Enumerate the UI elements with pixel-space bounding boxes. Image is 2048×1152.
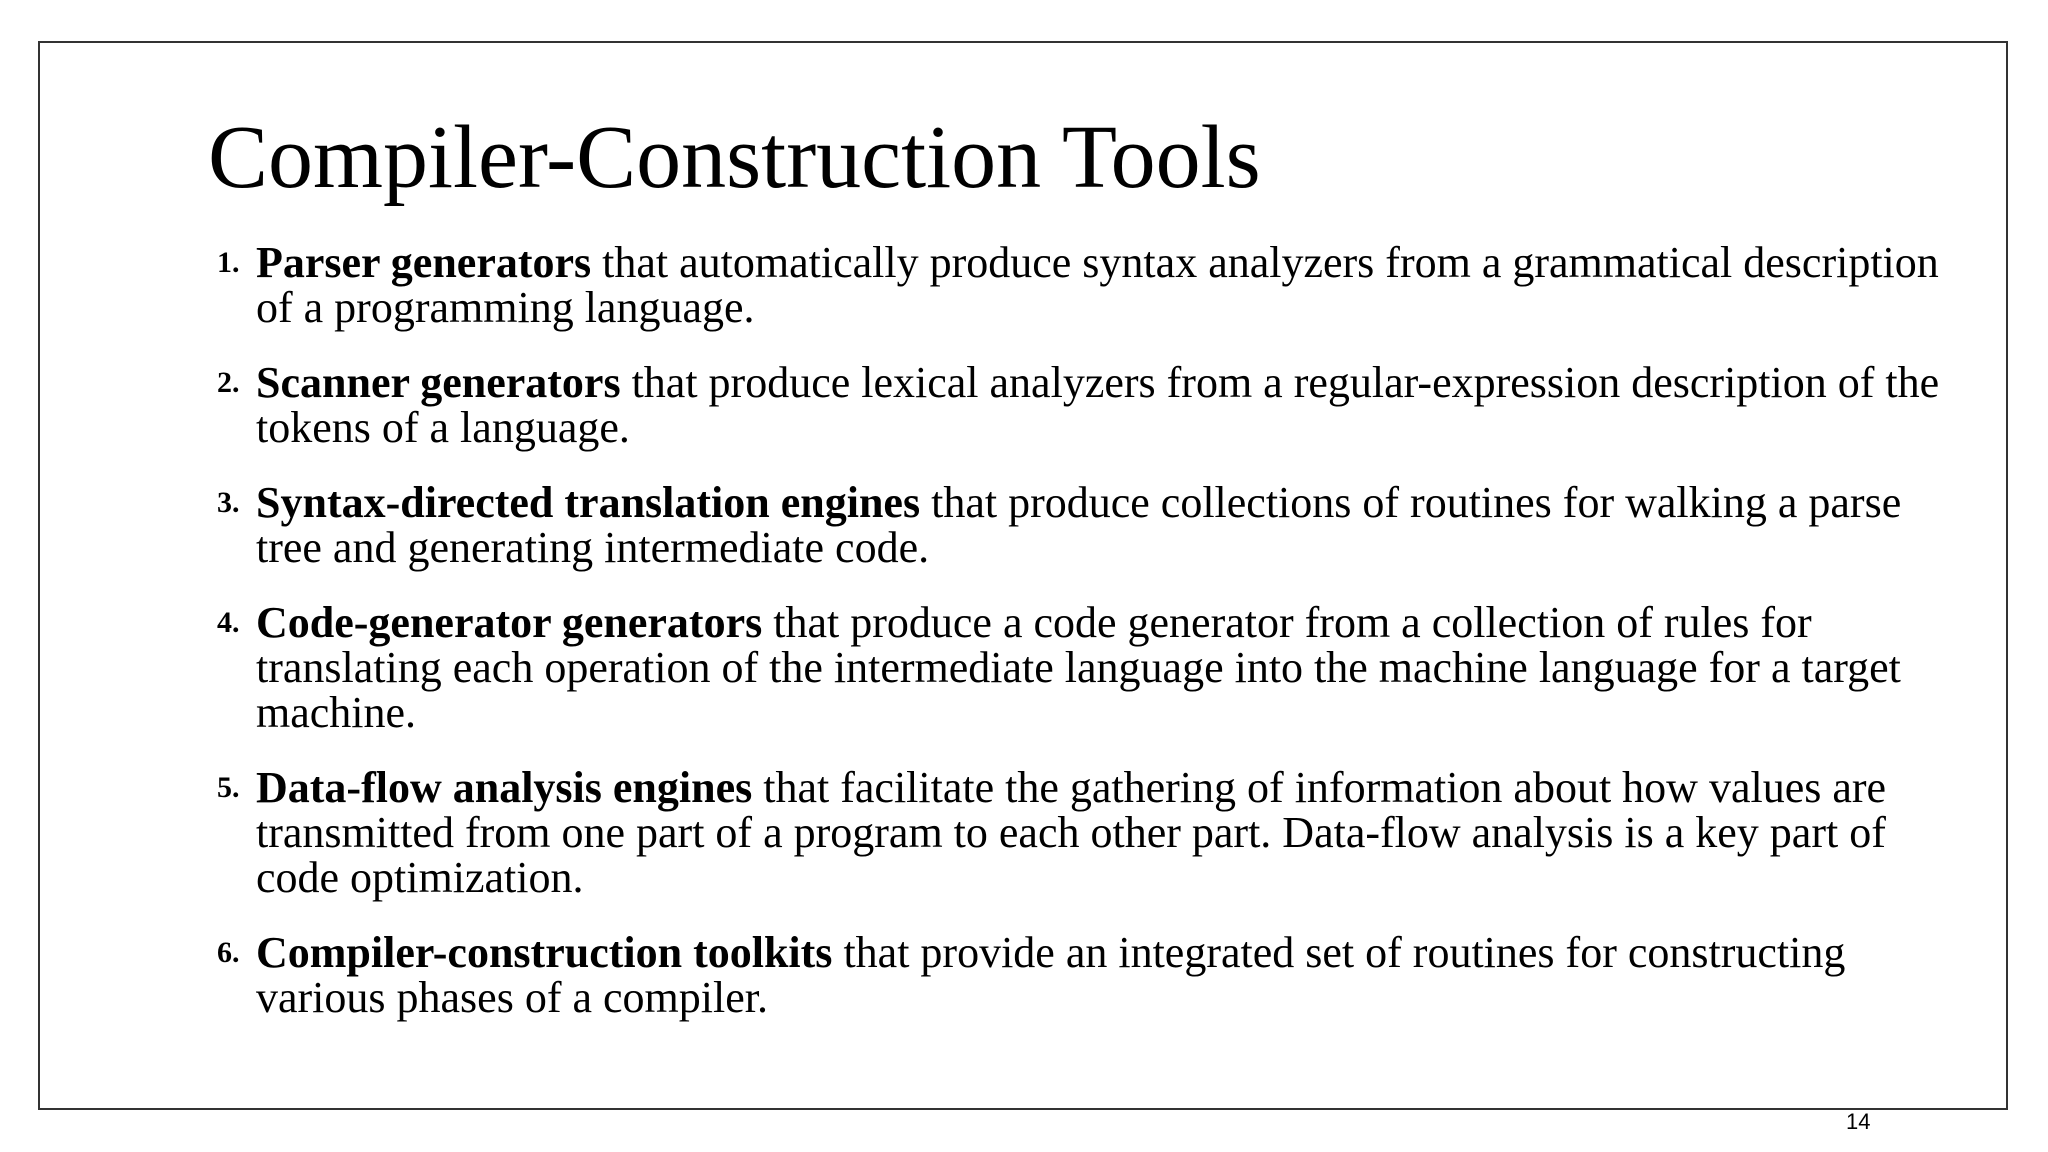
slide	[38, 41, 2008, 1134]
item-number: 6.	[217, 936, 240, 969]
item-description: that produce collections of routines for walking a parse tree and generating intermediate code.	[256, 478, 1902, 572]
item-description: that facilitate the gathering of information about how values are transmitted from one part of a program to each other part. Data-flow analysis is a key part of code optimization.	[256, 763, 1887, 902]
item-number: 5.	[217, 771, 240, 804]
item-number: 1.	[217, 246, 240, 279]
item-term: Syntax-directed translation engines	[256, 478, 921, 527]
item-description: that produce a code generator from a collection of rules for translating each operation of the intermediate language into the machine language for a target machine.	[256, 598, 1901, 737]
page-number: 14	[1846, 1109, 1871, 1134]
list-item	[217, 360, 1977, 450]
list-item	[217, 480, 1977, 570]
item-term: Compiler-construction toolkits	[256, 928, 833, 977]
tool-list	[217, 240, 1977, 1050]
list-item	[217, 930, 1977, 1020]
slide-title: Compiler-Construction Tools	[208, 108, 1261, 207]
item-term: Code-generator generators	[256, 598, 763, 647]
item-term: Parser generators	[256, 238, 592, 287]
list-item	[217, 765, 1977, 900]
item-number: 4.	[217, 606, 240, 639]
list-item	[217, 600, 1977, 735]
item-description: that automatically produce syntax analyzers from a grammatical description of a programming language.	[256, 238, 1939, 332]
item-description: that produce lexical analyzers from a regular-expression description of the tokens of a language.	[256, 358, 1940, 452]
item-number: 3.	[217, 486, 240, 519]
item-term: Data-flow analysis engines	[256, 763, 753, 812]
list-item	[217, 240, 1977, 330]
item-description: that provide an integrated set of routines for constructing various phases of a compiler.	[256, 928, 1846, 1022]
item-term: Scanner generators	[256, 358, 621, 407]
item-number: 2.	[217, 366, 240, 399]
